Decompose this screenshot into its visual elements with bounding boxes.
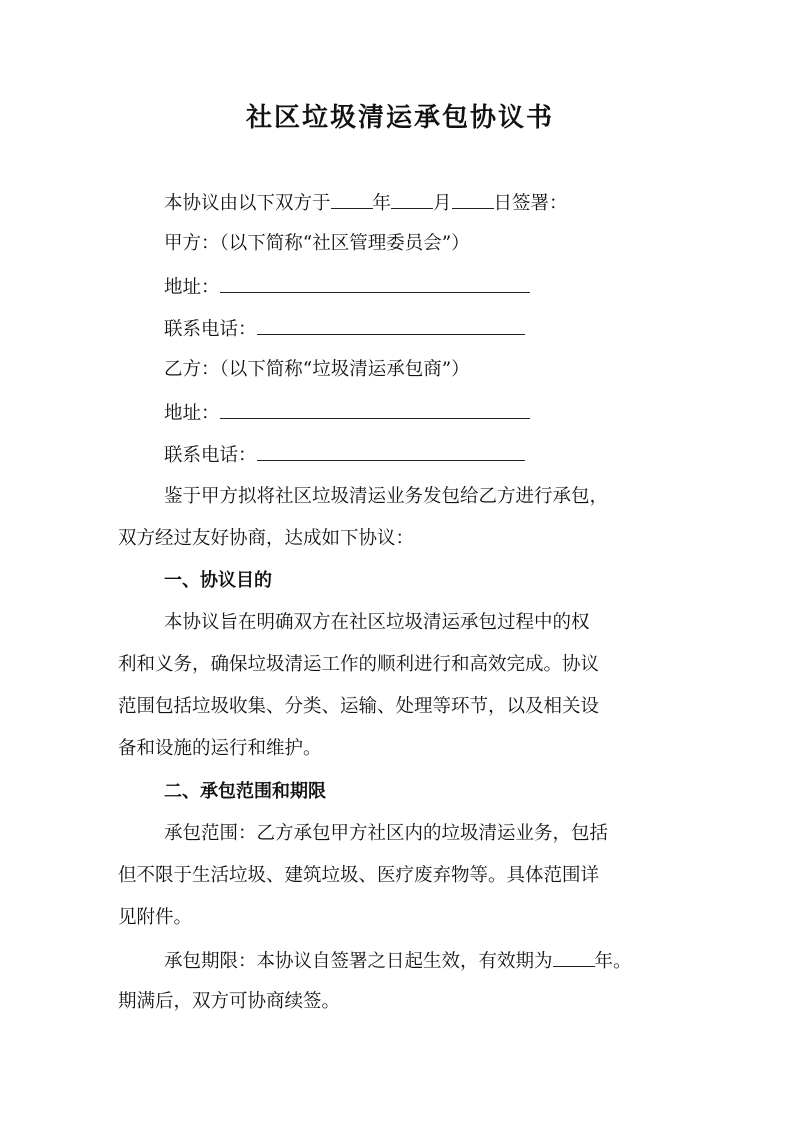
intro-line bbox=[164, 188, 568, 218]
party-a-line: 甲方：（以下简称“社区管理委员会”） bbox=[164, 233, 470, 254]
section-heading: 一、协议目的 bbox=[164, 570, 272, 591]
term-line bbox=[164, 946, 632, 976]
address-label: 地址： bbox=[164, 403, 220, 424]
paragraph-line: 期满后，双方可协商续签。 bbox=[118, 991, 341, 1012]
paragraph-line: 承包范围：乙方承包甲方社区内的垃圾清运业务，包括 bbox=[164, 823, 609, 844]
page-title: 社区垃圾清运承包协议书 bbox=[245, 103, 554, 133]
party-a-address-line bbox=[164, 272, 530, 302]
term-prefix: 承包期限：本协议自签署之日起生效，有效期为 bbox=[164, 951, 553, 972]
paragraph-line: 范围包括垃圾收集、分类、运输、处理等环节，以及相关设 bbox=[118, 696, 600, 717]
paragraph-line: 备和设施的运行和维护。 bbox=[118, 738, 322, 759]
preamble-line: 双方经过友好协商，达成如下协议： bbox=[118, 528, 415, 549]
party-a-address-blank bbox=[220, 272, 530, 293]
year-blank bbox=[331, 188, 373, 209]
phone-label: 联系电话： bbox=[164, 319, 257, 340]
section-heading: 二、承包范围和期限 bbox=[164, 781, 326, 802]
term-years-blank bbox=[553, 946, 595, 967]
address-label: 地址： bbox=[164, 277, 220, 298]
party-b-address-line bbox=[164, 398, 530, 428]
phone-label: 联系电话： bbox=[164, 445, 257, 466]
paragraph-line: 见附件。 bbox=[118, 907, 193, 928]
month-blank bbox=[391, 188, 433, 209]
paragraph-line: 但不限于生活垃圾、建筑垃圾、医疗废弃物等。具体范围详 bbox=[118, 865, 600, 886]
term-suffix: 年。 bbox=[594, 951, 632, 972]
party-b-phone-blank bbox=[257, 440, 525, 461]
preamble-line: 鉴于甲方拟将社区垃圾清运业务发包给乙方进行承包， bbox=[164, 486, 609, 507]
paragraph-line: 利和义务，确保垃圾清运工作的顺利进行和高效完成。协议 bbox=[118, 654, 600, 675]
party-b-phone-line bbox=[164, 440, 525, 470]
year-label: 年 bbox=[372, 193, 392, 214]
party-b-line: 乙方：（以下简称“垃圾清运承包商”） bbox=[164, 359, 470, 380]
day-blank bbox=[452, 188, 494, 209]
month-label: 月 bbox=[433, 193, 452, 214]
party-a-phone-line bbox=[164, 314, 525, 344]
day-label: 日签署： bbox=[493, 193, 568, 214]
paragraph-line: 本协议旨在明确双方在社区垃圾清运承包过程中的权 bbox=[164, 612, 590, 633]
party-a-phone-blank bbox=[257, 314, 525, 335]
intro-prefix: 本协议由以下双方于 bbox=[164, 193, 331, 214]
party-b-address-blank bbox=[220, 398, 530, 419]
